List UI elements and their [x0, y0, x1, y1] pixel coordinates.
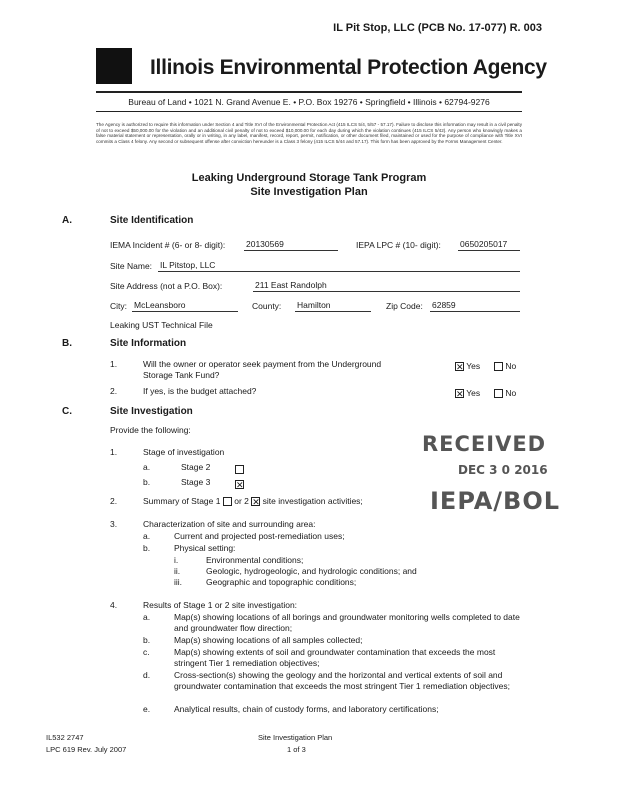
question-2-yes-option[interactable]: [455, 388, 480, 398]
question-2-yes-checkbox[interactable]: ✕: [456, 389, 464, 400]
stage-3-checkbox-wrap[interactable]: [235, 476, 244, 494]
item-4b-letter: b.: [143, 635, 151, 645]
item-4e-text: Analytical results, chain of custody forms, and laboratory certifications;: [174, 704, 439, 714]
item-3a-letter: a.: [143, 531, 151, 541]
item-4c-text: Map(s) showing extents of soil and groundwater contamination that exceeds the most stringent Tier 1 remediation objectives;: [174, 647, 496, 668]
stage-1-summary-checkbox[interactable]: [223, 497, 232, 506]
question-1-yes-option[interactable]: [455, 361, 480, 371]
question-1-text: Will the owner or operator seek payment from the Underground Storage Tank Fund?: [143, 359, 382, 380]
page-number: 1 of 3: [287, 745, 306, 754]
footer-doc-title: Site Investigation Plan: [258, 733, 333, 742]
item-3bii-text: Geologic, hydrogeologic, and hydrologic conditions; and: [206, 566, 417, 576]
iepa-label: IEPA LPC # (10- digit):: [356, 240, 441, 250]
item-4a-text: Map(s) showing locations of all borings and groundwater monitoring wells completed to date and groundwater flow direction;: [174, 612, 520, 633]
agency-name: Illinois Environmental Protection Agency: [150, 56, 547, 79]
item-4e-letter: e.: [143, 704, 151, 714]
iema-incident-field[interactable]: 20130569: [244, 239, 338, 251]
question-1-number: 1.: [110, 359, 118, 369]
zip-label: Zip Code:: [386, 301, 423, 311]
county-field[interactable]: Hamilton: [295, 300, 371, 312]
program-title: Leaking Underground Storage Tank Program: [191, 172, 427, 184]
item-4b-text: Map(s) showing locations of all samples collected;: [174, 635, 363, 645]
item-2-text: [143, 496, 363, 506]
yes-label: Yes: [466, 361, 481, 371]
site-address-field[interactable]: 211 East Randolph: [253, 280, 520, 292]
item-3b-letter: b.: [143, 543, 151, 553]
section-a-letter: A.: [62, 215, 72, 226]
question-2-number: 2.: [110, 386, 118, 396]
form-revision: LPC 619 Rev. July 2007: [46, 745, 127, 754]
item-4-number: 4.: [110, 600, 118, 610]
no-label: No: [505, 361, 517, 371]
legal-notice: The Agency is authorized to require this information under Section 4 and Title XVI of the Environmental Protection Act (415 ILCS 5/4, 5/57 - 57.17). Failure to disclose this information may result in a civil penalty of not to exceed $50,000.00 for the violation and an additional civil penalty of not to exceed $10,000.00 for each day during which the violation continues (415 ILCS 5/42). Any person who knowingly makes a false material statement or representation, orally or in writing, in any label, manifest, record, report, permit, notification, or other document filed, maintained or used for the purpose of compliance with Title XVI commits a Class 4 felony. Any second or subsequent offense after conviction hereunder is a Class 3 felony (415 ILCS 5/44 and 57.17). This form has been approved by the Forms Management Center.: [96, 122, 522, 144]
site-name-label: Site Name:: [110, 261, 153, 271]
stage-3-label: Stage 3: [181, 477, 211, 487]
section-c-heading: Site Investigation: [110, 406, 193, 417]
county-label: County:: [252, 301, 282, 311]
question-2-no-checkbox[interactable]: [494, 389, 503, 398]
item-3biii-letter: iii.: [174, 577, 183, 587]
city-label: City:: [110, 301, 127, 311]
stage-2-summary-checkbox[interactable]: ✕: [252, 497, 260, 508]
header-rule-top: [96, 91, 522, 93]
technical-file-label: Leaking UST Technical File: [110, 320, 213, 330]
item-4d-text: Cross-section(s) showing the geology and the horizontal and vertical extents of soil and groundwater contamination that exceeds the most stringent Tier 1 remediation objectives;: [174, 670, 510, 691]
section-b-letter: B.: [62, 338, 72, 349]
item-1-number: 1.: [110, 447, 118, 457]
stage-2-checkbox[interactable]: [235, 465, 244, 474]
stage-b-letter: b.: [143, 477, 151, 487]
stage-a-letter: a.: [143, 462, 151, 472]
yes-label: Yes: [466, 388, 481, 398]
item-3-text: Characterization of site and surrounding area:: [143, 519, 316, 529]
item-3bi-letter: i.: [174, 555, 179, 565]
zip-code-field[interactable]: 62859: [430, 300, 520, 312]
city-field[interactable]: McLeansboro: [132, 300, 238, 312]
received-stamp: RECEIVED: [422, 432, 547, 456]
question-1-yes-checkbox[interactable]: ✕: [456, 362, 464, 373]
agency-address: Bureau of Land • 1021 N. Grand Avenue E. • P.O. Box 19276 • Springfield • Illinois • 62794-9276: [128, 97, 490, 107]
item-4a-letter: a.: [143, 612, 151, 622]
item-3bii-letter: ii.: [174, 566, 181, 576]
header-rule-bottom: [96, 111, 522, 112]
iema-label: IEMA Incident # (6- or 8- digit):: [110, 240, 226, 250]
form-title: Site Investigation Plan: [250, 186, 368, 198]
item-2-number: 2.: [110, 496, 118, 506]
item-4d-letter: d.: [143, 670, 151, 680]
no-label: No: [505, 388, 517, 398]
site-name-field[interactable]: IL Pitstop, LLC: [158, 260, 520, 272]
iepa-lpc-field[interactable]: 0650205017: [458, 239, 520, 251]
section-b-heading: Site Information: [110, 338, 187, 349]
agency-logo: [96, 48, 132, 84]
item-3biii-text: Geographic and topographic conditions;: [206, 577, 357, 587]
item-2-text-stage1: Summary of Stage 1: [143, 496, 221, 506]
site-address-label: Site Address (not a P.O. Box):: [110, 281, 223, 291]
item-1-text: Stage of investigation: [143, 447, 225, 457]
item-3-number: 3.: [110, 519, 118, 529]
stage-3-checkbox[interactable]: ✕: [236, 480, 244, 491]
form-code: IL532 2747: [46, 733, 84, 742]
case-reference: IL Pit Stop, LLC (PCB No. 17-077) R. 003: [333, 22, 542, 34]
item-2-text-tail: site investigation activities;: [262, 496, 363, 506]
section-a-heading: Site Identification: [110, 215, 194, 226]
question-1-no-option[interactable]: [494, 361, 516, 371]
item-2-text-stage2: or 2: [234, 496, 249, 506]
section-c-letter: C.: [62, 406, 72, 417]
iepa-bol-stamp: IEPA/BOL: [430, 487, 561, 515]
item-3a-text: Current and projected post-remediation uses;: [174, 531, 345, 541]
item-4c-letter: c.: [143, 647, 150, 657]
item-3b-text: Physical setting:: [174, 543, 236, 553]
stage-2-label: Stage 2: [181, 462, 211, 472]
item-3bi-text: Environmental conditions;: [206, 555, 304, 565]
question-2-no-option[interactable]: [494, 388, 516, 398]
section-c-intro: Provide the following:: [110, 425, 191, 435]
question-2-text: If yes, is the budget attached?: [143, 386, 257, 396]
received-date-stamp: DEC 3 0 2016: [458, 463, 548, 477]
question-1-no-checkbox[interactable]: [494, 362, 503, 371]
item-4-text: Results of Stage 1 or 2 site investigation:: [143, 600, 298, 610]
